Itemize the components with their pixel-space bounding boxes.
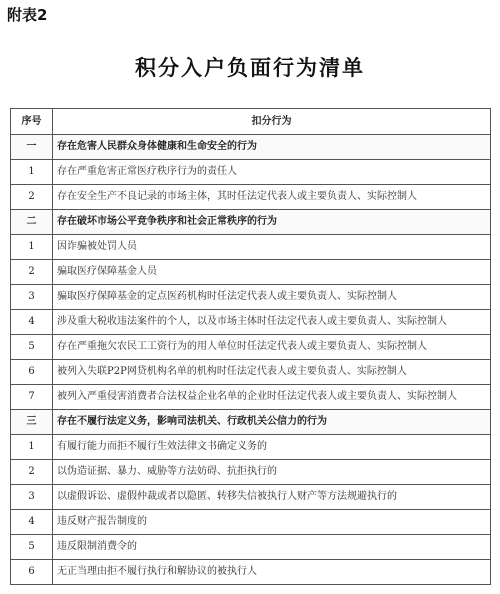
row-number: 1 bbox=[11, 235, 53, 260]
behavior-text: 违反财产报告制度的 bbox=[53, 510, 491, 535]
table-row bbox=[11, 160, 491, 185]
behavior-text: 无正当理由拒不履行执行和解协议的被执行人 bbox=[53, 560, 491, 585]
behavior-text: 因诈骗被处罚人员 bbox=[53, 235, 491, 260]
table-row bbox=[11, 460, 491, 485]
row-number: 2 bbox=[11, 260, 53, 285]
section-row bbox=[11, 410, 491, 435]
table-row bbox=[11, 535, 491, 560]
behavior-text: 存在严重危害正常医疗秩序行为的责任人 bbox=[53, 160, 491, 185]
section-title: 存在危害人民群众身体健康和生命安全的行为 bbox=[53, 135, 491, 160]
row-number: 一 bbox=[11, 135, 53, 160]
header-deduction-behavior: 扣分行为 bbox=[53, 109, 491, 135]
behavior-text: 被列入失联P2P网贷机构名单的机构时任法定代表人或主要负责人、实际控制人 bbox=[53, 360, 491, 385]
section-title: 存在不履行法定义务，影响司法机关、行政机关公信力的行为 bbox=[53, 410, 491, 435]
table-row bbox=[11, 360, 491, 385]
header-serial-number: 序号 bbox=[11, 109, 53, 135]
page-title: 积分入户负面行为清单 bbox=[135, 55, 365, 80]
table-row bbox=[11, 185, 491, 210]
row-number: 2 bbox=[11, 185, 53, 210]
section-row bbox=[11, 135, 491, 160]
table-row bbox=[11, 235, 491, 260]
row-number: 3 bbox=[11, 285, 53, 310]
row-number: 2 bbox=[11, 460, 53, 485]
row-number: 4 bbox=[11, 510, 53, 535]
row-number: 7 bbox=[11, 385, 53, 410]
row-number: 二 bbox=[11, 210, 53, 235]
negative-behavior-table bbox=[10, 108, 491, 585]
annex-label: 附表2 bbox=[7, 6, 48, 24]
table-row bbox=[11, 485, 491, 510]
row-number: 6 bbox=[11, 360, 53, 385]
row-number: 1 bbox=[11, 435, 53, 460]
table-row bbox=[11, 260, 491, 285]
behavior-text: 存在安全生产不良记录的市场主体，其时任法定代表人或主要负责人、实际控制人 bbox=[53, 185, 491, 210]
table-row bbox=[11, 435, 491, 460]
table-row bbox=[11, 510, 491, 535]
table-row bbox=[11, 385, 491, 410]
table-header-row bbox=[11, 109, 491, 135]
table-row bbox=[11, 335, 491, 360]
behavior-text: 涉及重大税收违法案件的个人，以及市场主体时任法定代表人或主要负责人、实际控制人 bbox=[53, 310, 491, 335]
behavior-text: 以伪造证据、暴力、威胁等方法妨碍、抗拒执行的 bbox=[53, 460, 491, 485]
table-row bbox=[11, 560, 491, 585]
row-number: 5 bbox=[11, 335, 53, 360]
behavior-text: 存在严重拖欠农民工工资行为的用人单位时任法定代表人或主要负责人、实际控制人 bbox=[53, 335, 491, 360]
table-body bbox=[11, 135, 491, 585]
behavior-text: 骗取医疗保障基金人员 bbox=[53, 260, 491, 285]
section-title: 存在破坏市场公平竞争秩序和社会正常秩序的行为 bbox=[53, 210, 491, 235]
row-number: 3 bbox=[11, 485, 53, 510]
row-number: 5 bbox=[11, 535, 53, 560]
behavior-text: 骗取医疗保障基金的定点医药机构时任法定代表人或主要负责人、实际控制人 bbox=[53, 285, 491, 310]
behavior-text: 以虚假诉讼、虚假仲裁或者以隐匿、转移失信被执行人财产等方法规避执行的 bbox=[53, 485, 491, 510]
table-row bbox=[11, 285, 491, 310]
row-number: 三 bbox=[11, 410, 53, 435]
behavior-text: 被列入严重侵害消费者合法权益企业名单的企业时任法定代表人或主要负责人、实际控制人 bbox=[53, 385, 491, 410]
behavior-text: 有履行能力而拒不履行生效法律文书确定义务的 bbox=[53, 435, 491, 460]
table-row bbox=[11, 310, 491, 335]
row-number: 1 bbox=[11, 160, 53, 185]
behavior-text: 违反限制消费令的 bbox=[53, 535, 491, 560]
row-number: 4 bbox=[11, 310, 53, 335]
row-number: 6 bbox=[11, 560, 53, 585]
section-row bbox=[11, 210, 491, 235]
